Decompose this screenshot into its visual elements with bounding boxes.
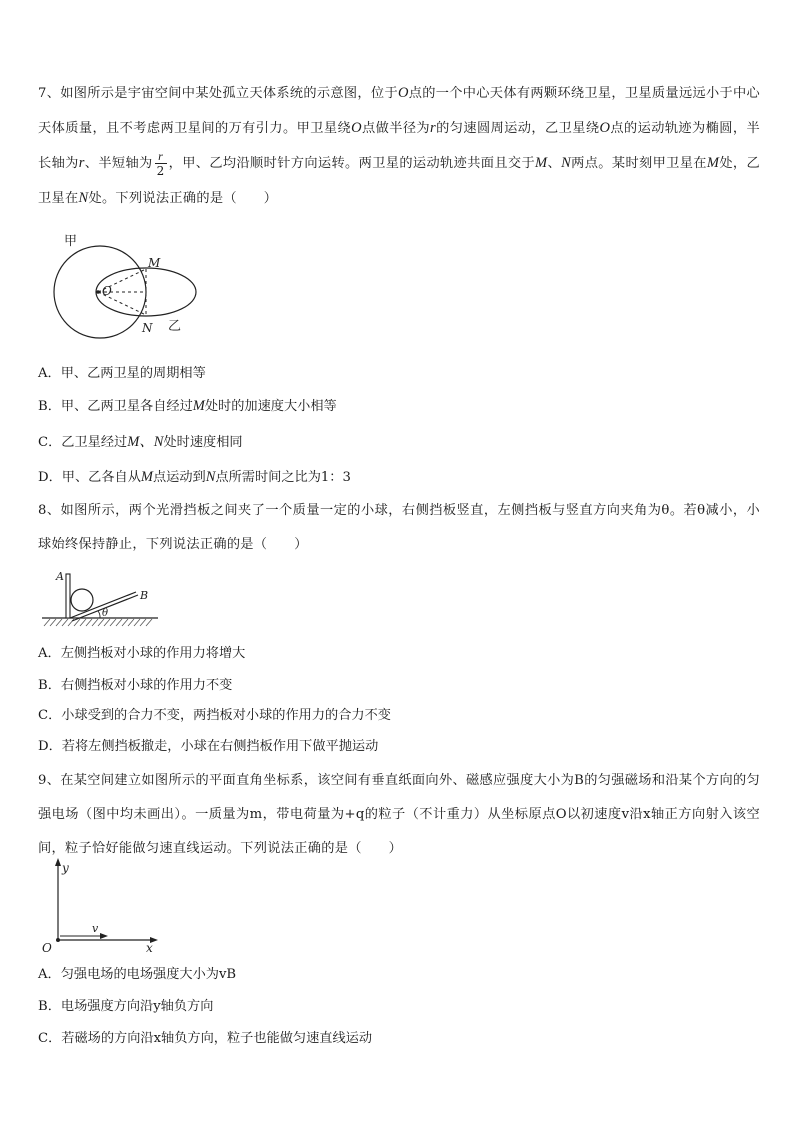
q9-option-c[interactable]: C．若磁场的方向沿x轴负方向，粒子也能做匀速直线运动	[38, 1031, 373, 1046]
label-plate-B: B	[140, 589, 149, 602]
q7-option-a[interactable]: A．甲、乙两卫星的周期相等	[38, 366, 206, 381]
q8-option-b[interactable]: B．右侧挡板对小球的作用力不变	[38, 678, 233, 693]
orbit-diagram	[50, 226, 210, 344]
label-M: M	[148, 256, 161, 270]
q7-option-d[interactable]: D．甲、乙各自从M点运动到N点所需时间之比为1：3	[38, 469, 351, 485]
label-velocity: v	[92, 922, 99, 935]
label-O: O	[102, 284, 112, 298]
q8-option-a[interactable]: A．左侧挡板对小球的作用力将增大	[38, 646, 246, 661]
label-y-axis: y	[62, 861, 69, 875]
question-9-text: 9、在某空间建立如图所示的平面直角坐标系，该空间有垂直纸面向外、磁感应强度大小为B的匀强磁场和沿某个方向的匀强电场（图中均未画出）。一质量为m，带电荷量为+q的粒子（不计重力）从坐标原点O以初速度v沿x轴正方向射入该空间，粒子恰好能做匀速直线运动。下列说法正确的是（ ）	[38, 773, 760, 856]
q7-option-c[interactable]: C．乙卫星经过M、N处时速度相同	[38, 434, 243, 450]
label-x-axis: x	[146, 941, 153, 955]
label-N: N	[142, 321, 153, 335]
incline-ball-diagram	[42, 566, 162, 628]
label-jia: 甲	[64, 234, 78, 249]
label-theta: θ	[102, 608, 109, 619]
q9-option-a[interactable]: A．匀强电场的电场强度大小为vB	[38, 967, 237, 982]
q9-option-b[interactable]: B．电场强度方向沿y轴负方向	[38, 999, 214, 1014]
label-plate-A: A	[56, 570, 64, 583]
question-8-text: 8、如图所示，两个光滑挡板之间夹了一个质量一定的小球，右侧挡板竖直，左侧挡板与竖直方向夹角为θ。若θ减小，小球始终保持静止，下列说法正确的是（ ）	[38, 503, 760, 552]
label-origin: O	[42, 941, 52, 955]
question-7-text: 7、如图所示是宇宙空间中某处孤立天体系统的示意图，位于O点的一个中心天体有两颗环绕卫星，卫星质量远远小于中心天体质量，且不考虑两卫星间的万有引力。甲卫星绕O点做半径为r的匀速圆周运动，乙卫星绕O点的运动轨迹为椭圆，半长轴为r、半短轴为 $\frac{r}{2}$ ，甲、乙均沿顺时针方向运转。两卫星的运动轨迹共面且交于M、N两点。某时刻甲卫星在M处，乙卫星在N处。下列说法正确的是（ ）	[38, 85, 760, 206]
label-yi: 乙	[168, 319, 182, 334]
q7-option-b[interactable]: B．甲、乙两卫星各自经过M处时的加速度大小相等	[38, 398, 337, 414]
fraction-r-over-2: $\frac{r}{2}$	[156, 149, 165, 178]
q8-option-c[interactable]: C．小球受到的合力不变，两挡板对小球的作用力的合力不变	[38, 708, 391, 723]
q8-option-d[interactable]: D．若将左侧挡板撤走，小球在右侧挡板作用下做平抛运动	[38, 739, 379, 754]
coordinate-axes-diagram	[36, 858, 166, 956]
